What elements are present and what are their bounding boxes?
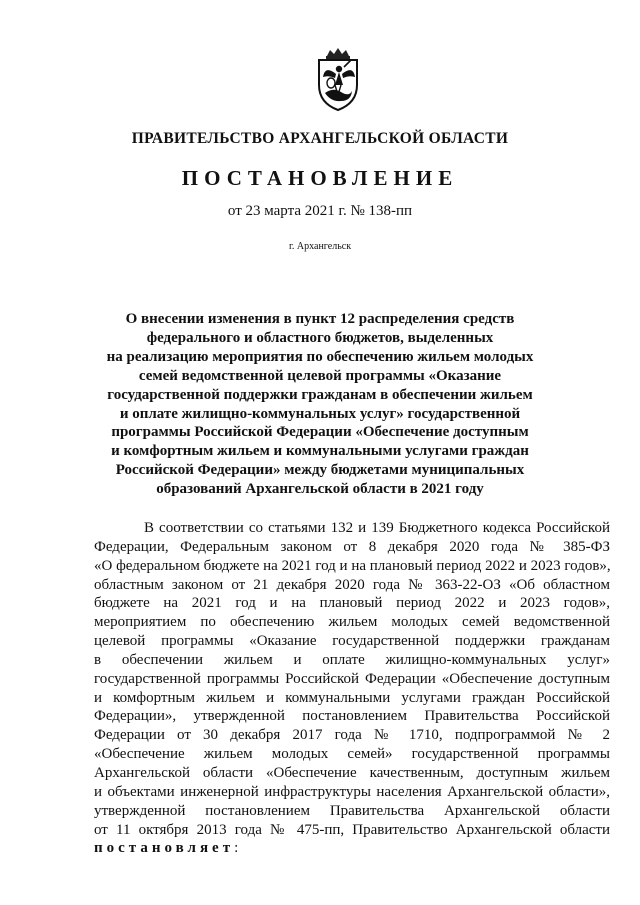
document-body <box>94 519 610 858</box>
body-line: Федерации от 30 декабря 2017 года № 1710, подпрограммой № 2 <box>94 727 610 744</box>
closing-colon: : <box>234 840 239 857</box>
document-city: г. Архангельск <box>288 241 352 252</box>
body-line: Федерации, Федеральным законом от 8 декабря 2020 года № 385-ФЗ <box>94 538 610 555</box>
subject-line: федерального и областного бюджетов, выделенных <box>146 329 494 346</box>
subject-line: образований Архангельской области в 2021 году <box>156 481 484 498</box>
body-line: государственной программы Российской Федерации «Обеспечение доступным <box>94 670 610 687</box>
subject-line: на реализацию мероприятия по обеспечению жильем молодых <box>106 348 534 365</box>
body-line: «Обеспечение жильем молодых семей» государственной программы <box>94 746 610 763</box>
body-line: целевой программы «Оказание государственной поддержки гражданам <box>94 633 610 650</box>
body-line: Архангельской области «Обеспечение качественным, доступным жильем <box>94 764 610 781</box>
subject-line: и оплате жилищно-коммунальных услуг» государственной <box>119 405 521 422</box>
body-line: и комфортным жильем и коммунальными услугами граждан Российской <box>94 689 610 706</box>
closing-line <box>94 839 610 858</box>
document-subject <box>100 310 540 499</box>
body-line: «О федеральном бюджете на 2021 год и на плановый период 2022 и 2023 годов», <box>94 557 611 574</box>
body-line: в обеспечении жильем и оплате жилищно-коммунальных услуг» <box>94 651 610 668</box>
coat-of-arms-emblem <box>305 47 371 113</box>
subject-line: О внесении изменения в пункт 12 распределения средств <box>125 311 515 327</box>
government-title: ПРАВИТЕЛЬСТВО АРХАНГЕЛЬСКОЙ ОБЛАСТИ <box>131 130 509 147</box>
body-line: от 11 октября 2013 года № 475-пп, Правительство Архангельской области <box>94 821 610 838</box>
subject-line: государственной поддержки гражданам в обеспечении жильем <box>107 386 533 403</box>
subject-line: Российской Федерации» между бюджетами муниципальных <box>115 462 525 479</box>
subject-line: программы Российской Федерации «Обеспечение доступным <box>111 424 529 441</box>
document-type-heading: ПОСТАНОВЛЕНИЕ <box>181 166 459 190</box>
subject-line: и комфортным жильем и коммунальными услугами граждан <box>111 443 529 460</box>
body-line: бюджете на 2021 год и на плановый период 2022 и 2023 годов», <box>94 595 610 612</box>
subject-line: семей ведомственной целевой программы «Оказание <box>138 367 502 384</box>
document-date-number: от 23 марта 2021 г. № 138-пп <box>227 203 413 219</box>
body-line: областным законом от 21 декабря 2020 года № 363-22-ОЗ «Об областном <box>94 576 610 593</box>
resolves-word: постановляет <box>94 840 235 857</box>
body-line: Федерации», утвержденной постановлением Правительства Российской <box>94 708 610 725</box>
body-line: В соответствии со статьями 132 и 139 Бюджетного кодекса Российской <box>144 520 610 536</box>
body-line: мероприятием по обеспечению жильем молодых семей ведомственной <box>94 614 610 631</box>
coat-of-arms-icon <box>305 47 371 113</box>
body-line: и объектами инженерной инфраструктуры населения Архангельской области», <box>94 783 610 800</box>
body-line: утвержденной постановлением Правительства Архангельской области <box>94 802 610 819</box>
